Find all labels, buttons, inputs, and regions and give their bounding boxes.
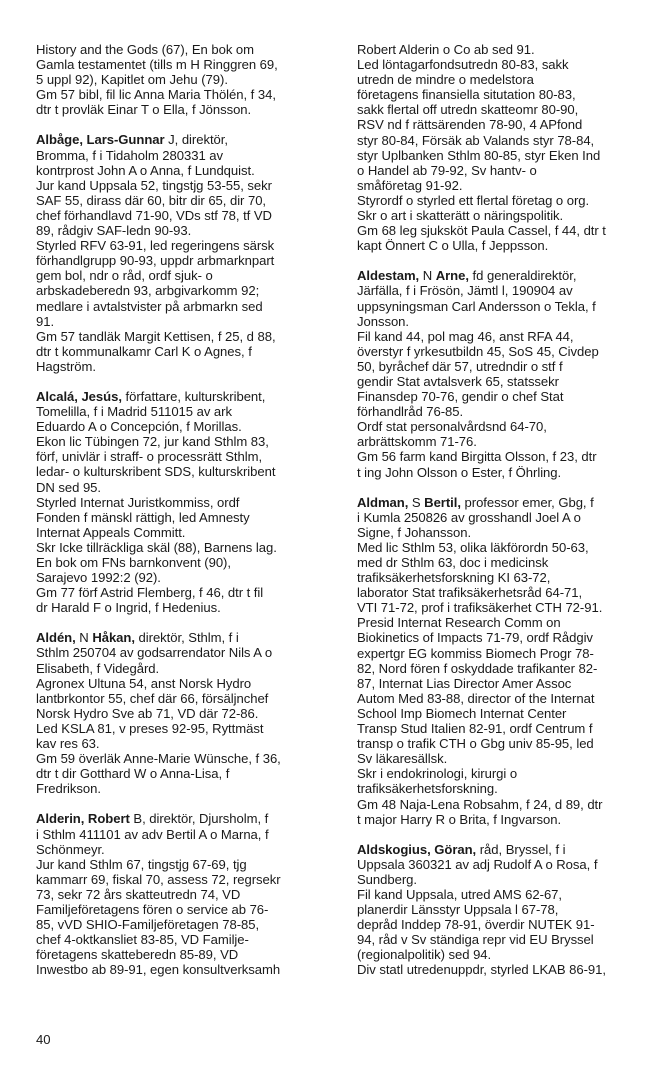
entry-text: t major Harry R o Brita, f Ingvarson.: [357, 811, 562, 827]
entry-line: [357, 344, 653, 359]
entry-text: Gm 48 Naja-Lena Robsahm, f 24, d 89, dtr: [357, 796, 603, 812]
entry-headword: Aldskogius, Göran,: [357, 841, 477, 857]
entry-text: kapt Önnert C o Ulla, f Jeppsson.: [357, 238, 549, 254]
entry-text: School Imp Biomech Internat Center: [357, 705, 567, 721]
entry-line: [36, 163, 332, 178]
entry-line: [36, 434, 332, 449]
entry-text: Järfälla, f i Frösön, Jämtl l, 190904 av: [357, 283, 573, 299]
entry-line: [357, 812, 653, 827]
entry-line: [357, 117, 653, 132]
entry-text: chef förhandlavd 71-90, VDs stf 78, tf VD: [36, 207, 272, 223]
entry-headword: Bertil,: [424, 494, 461, 510]
entry-text: i Sthlm 411101 av adv Bertil A o Marna, f: [36, 826, 269, 842]
entry-line: [357, 615, 653, 630]
entry-line: [357, 570, 653, 585]
entry-text: Transp Stud Italien 82-91, ordf Centrum f: [357, 721, 593, 737]
entry-line: [357, 178, 653, 193]
entry-line: [357, 751, 653, 766]
entry-line: [36, 525, 332, 540]
entry-text: Med lic Sthlm 53, olika läkförordn 50-63,: [357, 539, 589, 555]
entry-text: kammarr 69, fiskal 70, assess 72, regrsekr: [36, 871, 281, 887]
entry-line: [357, 630, 653, 645]
entry-line: [36, 917, 332, 932]
entry-text: DN sed 95.: [36, 479, 102, 495]
entry-text: Ordf stat personalvårdsnd 64-70,: [357, 419, 547, 435]
entry-text: Skr i endokrinologi, kirurgi o: [357, 766, 518, 782]
entry-line: [36, 962, 332, 977]
entry-text: utredn de mindre o medelstora: [357, 72, 534, 88]
entry-text: chef 4-oktkansliet 83-85, VD Familje-: [36, 932, 249, 948]
biography-entry: [357, 268, 653, 479]
entry-text: Skr o art i skatterätt o näringspolitik.: [357, 208, 564, 224]
entry-line: [357, 721, 653, 736]
entry-line: [357, 283, 653, 298]
entry-text: gem bol, ndr o råd, ordf sjuk- o: [36, 268, 213, 284]
entry-text: t ing John Olsson o Ester, f Öhrling.: [357, 464, 562, 480]
entry-text: Sarajevo 1992:2 (92).: [36, 570, 161, 586]
biography-entry: [36, 132, 332, 374]
entry-line: [36, 645, 332, 660]
entry-line: [36, 42, 332, 57]
entry-text: Familjeföretagens fören o service ab 76-: [36, 901, 269, 917]
biography-entry: [357, 495, 653, 827]
entry-line: [357, 495, 653, 510]
entry-text: Robert Alderin o Co ab sed 91.: [357, 42, 535, 57]
entry-line: [357, 887, 653, 902]
entry-text: RSV nd f rättsärenden 78-90, 4 APfond: [357, 117, 583, 133]
entry-line: [36, 540, 332, 555]
entry-line: [357, 947, 653, 962]
entry-line: [36, 419, 332, 434]
entry-line: [357, 57, 653, 72]
entry-line: [357, 902, 653, 917]
entry-line: [36, 555, 332, 570]
entry-line: [36, 887, 332, 902]
entry-text: dtr t kommunalkamr Carl K o Agnes, f: [36, 343, 252, 359]
entry-line: [36, 766, 332, 781]
entry-text: styr Uplbanken Sthlm 80-85, styr Eken Ind: [357, 147, 601, 163]
entry-text: N: [75, 630, 93, 646]
entry-line: [357, 540, 653, 555]
biography-entry: [36, 389, 332, 615]
entry-line: [357, 72, 653, 87]
entry-line: [357, 193, 653, 208]
entry-text: Hagström.: [36, 358, 96, 374]
entry-text: expertgr EG kommiss Biomech Progr 78-: [357, 645, 594, 661]
entry-text: företagens finansiella situtation 80-83,: [357, 87, 576, 103]
entry-line: [36, 344, 332, 359]
entry-text: planerdir Länsstyr Uppsala l 67-78,: [357, 902, 559, 918]
entry-line: [36, 223, 332, 238]
entry-text: Skr Icke tillräckliga skäl (88), Barnens lag.: [36, 539, 277, 555]
entry-line: [357, 857, 653, 872]
entry-text: transp o trafik CTH o Gbg univ 85-95, led: [357, 736, 594, 752]
entry-line: [36, 148, 332, 163]
entry-line: [357, 691, 653, 706]
entry-text: Schönmeyr.: [36, 841, 105, 857]
entry-text: Styrled RFV 63-91, led regeringens särsk: [36, 238, 275, 254]
entry-text: ledar- o kulturskribent SDS, kulturskribent: [36, 464, 276, 480]
entry-text: överstyr f yrkesutbildn 45, SoS 45, Civdep: [357, 343, 599, 359]
entry-line: [36, 857, 332, 872]
entry-text: Sundberg.: [357, 871, 417, 887]
entry-text: i Kumla 250826 av grosshandl Joel A o: [357, 509, 581, 525]
entry-text: Gamla testamentet (tills m H Ringgren 69,: [36, 57, 278, 73]
entry-text: småföretag 91-92.: [357, 177, 463, 193]
entry-text: N: [419, 268, 436, 284]
entry-line: [357, 314, 653, 329]
entry-line: [357, 238, 653, 253]
entry-text: arbrättskomm 71-76.: [357, 434, 477, 450]
entry-line: [36, 132, 332, 147]
entry-text: laborator Stat trafiksäkerhetsråd 64-71,: [357, 585, 583, 601]
biography-entry: [357, 842, 653, 978]
entry-text: Fredrikson.: [36, 781, 101, 797]
entry-text: Jur kand Sthlm 67, tingstjg 67-69, tjg: [36, 856, 247, 872]
entry-line: [36, 585, 332, 600]
entry-text: 94, råd v Sv ständiga repr vid EU Bryssel: [357, 932, 594, 948]
entry-text: Agronex Ultuna 54, anst Norsk Hydro: [36, 675, 252, 691]
entry-text: Eduardo A o Concepción, f Morillas.: [36, 419, 242, 435]
entry-text: Internat Appeals Committ.: [36, 524, 186, 540]
entry-line: [36, 87, 332, 102]
entry-headword: Aldman,: [357, 494, 409, 510]
entry-text: förhandlråd 76-85.: [357, 404, 464, 420]
entry-line: [36, 389, 332, 404]
entry-line: [357, 223, 653, 238]
entry-line: [36, 283, 332, 298]
entry-line: [357, 676, 653, 691]
entry-text: Fonden f mänskl rättigh, led Amnesty: [36, 509, 250, 525]
entry-text: råd, Bryssel, f i: [476, 841, 566, 857]
entry-text: Tomelilla, f i Madrid 511015 av ark: [36, 404, 232, 420]
entry-line: [36, 253, 332, 268]
entry-text: dtr t dir Gotthard W o Anna-Lisa, f: [36, 766, 230, 782]
entry-text: styr 80-84, Försäk ab Valands styr 78-84,: [357, 132, 595, 148]
entry-text: trafiksäkerhetsforskning.: [357, 781, 498, 797]
entry-line: [36, 238, 332, 253]
entry-text: Presid Internat Research Comm on: [357, 615, 561, 631]
entry-line: [357, 736, 653, 751]
entry-line: [36, 751, 332, 766]
entry-line: [36, 781, 332, 796]
entry-text: Gm 77 förf Astrid Flemberg, f 46, dtr t fil: [36, 585, 264, 601]
entry-text: förf, univlär i straff- o processrätt Sthlm,: [36, 449, 263, 465]
entry-line: [357, 555, 653, 570]
entry-headword: Aldestam,: [357, 268, 420, 284]
entry-line: [36, 268, 332, 283]
entry-line: [36, 630, 332, 645]
entry-line: [357, 962, 653, 977]
entry-line: [36, 827, 332, 842]
entry-text: författare, kulturskribent,: [121, 388, 266, 404]
entry-line: [357, 148, 653, 163]
entry-line: [36, 208, 332, 223]
entry-line: [36, 495, 332, 510]
entry-text: S: [408, 494, 425, 510]
entry-text: Fil kand Uppsala, utred AMS 62-67,: [357, 886, 562, 902]
biography-entry: [36, 42, 332, 117]
entry-line: [357, 268, 653, 283]
entry-line: [36, 299, 332, 314]
entry-text: Sthlm 250704 av godsarrendator Nils A o: [36, 645, 273, 661]
entry-text: dr Harald F o Ingrid, f Hedenius.: [36, 600, 221, 616]
entry-text: 85, vVD SHIO-Familjeföretagen 78-85,: [36, 917, 260, 933]
entry-line: [357, 434, 653, 449]
entry-line: [36, 706, 332, 721]
entry-text: fd generaldirektör,: [468, 268, 577, 284]
entry-line: [36, 178, 332, 193]
entry-line: [36, 932, 332, 947]
entry-text: Uppsala 360321 av adj Rudolf A o Rosa, f: [357, 856, 598, 872]
entry-text: 89, rådgiv SAF-ledn 90-93.: [36, 223, 192, 239]
entry-line: [36, 570, 332, 585]
page-number: 40: [36, 1032, 51, 1047]
entry-text: depråd Inddep 78-91, överdir NUTEK 91-: [357, 917, 595, 933]
entry-text: Autom Med 83-88, director of the Internat: [357, 690, 595, 706]
entry-headword: Alcalá, Jesús,: [36, 388, 122, 404]
entry-line: [357, 661, 653, 676]
entry-line: [36, 872, 332, 887]
entry-line: [357, 842, 653, 857]
entry-text: VTI 71-72, prof i trafiksäkerhet CTH 72-91.: [357, 600, 603, 616]
entry-line: [357, 163, 653, 178]
entry-headword: Albåge, Lars-Gunnar: [36, 132, 165, 148]
entry-line: [36, 314, 332, 329]
entry-text: Ekon lic Tübingen 72, jur kand Sthlm 83,: [36, 434, 269, 450]
entry-line: [357, 329, 653, 344]
entry-text: Styrordf o styrled ett flertal företag o org.: [357, 192, 590, 208]
entry-line: [357, 449, 653, 464]
entry-line: [357, 766, 653, 781]
entry-text: trafiksäkerhetsforskning KI 63-72,: [357, 570, 551, 586]
entry-headword: Arne,: [435, 268, 469, 284]
entry-text: 5 uppl 92), Kapitlet om Jehu (79).: [36, 72, 228, 88]
entry-text: förhandlgrupp 90-93, uppdr arbmarknpart: [36, 253, 275, 269]
entry-text: Gm 68 leg sjuksköt Paula Cassel, f 44, dtr t: [357, 223, 606, 239]
entry-text: Norsk Hydro Sve ab 71, VD där 72-86.: [36, 705, 259, 721]
entry-headword: Aldén,: [36, 630, 76, 646]
entry-text: gendir Stat avtalsverk 65, statssekr: [357, 373, 559, 389]
entry-line: [357, 781, 653, 796]
entry-line: [36, 404, 332, 419]
entry-text: arbskadeberedn 93, arbgivarkomm 92;: [36, 283, 260, 299]
entry-line: [357, 404, 653, 419]
entry-line: [36, 510, 332, 525]
entry-headword: Håkan,: [92, 630, 135, 646]
entry-text: Div statl utredenuppdr, styrled LKAB 86-91,: [357, 962, 606, 978]
entry-line: [357, 465, 653, 480]
entry-text: Led KSLA 81, v preses 92-95, Ryttmäst: [36, 720, 264, 736]
entry-text: Biokinetics of Impacts 71-79, ordf Rådgiv: [357, 630, 593, 646]
entry-text: Fil kand 44, pol mag 46, anst RFA 44,: [357, 328, 574, 344]
entry-line: [357, 932, 653, 947]
entry-line: [36, 661, 332, 676]
entry-text: Inwestbo ab 89-91, egen konsultverksamh: [36, 962, 281, 978]
entry-text: 50, byråchef där 57, utredndir o stf f: [357, 358, 563, 374]
entry-line: [357, 299, 653, 314]
entry-line: [36, 721, 332, 736]
entry-line: [36, 72, 332, 87]
entry-text: Gm 59 överläk Anne-Marie Wünsche, f 36,: [36, 751, 281, 767]
entry-text: professor emer, Gbg, f: [460, 494, 594, 510]
entry-text: B, direktör, Djursholm, f: [129, 811, 269, 827]
entry-line: [357, 374, 653, 389]
entry-line: [36, 480, 332, 495]
entry-text: Styrled Internat Juristkommiss, ordf: [36, 494, 240, 510]
entry-text: företagens skatteberedn 85-89, VD: [36, 947, 239, 963]
entry-text: o Handel ab 79-92, Sv hantv- o: [357, 162, 537, 178]
entry-text: Gm 56 farm kand Birgitta Olsson, f 23, dtr: [357, 449, 597, 465]
entry-text: 82, Nord fören f oskyddade trafikanter 82-: [357, 660, 598, 676]
entry-line: [36, 359, 332, 374]
biography-entry: [36, 630, 332, 796]
entry-text: SAF 55, dirass där 60, bitr dir 65, dir 70,: [36, 192, 267, 208]
entry-line: [357, 419, 653, 434]
entry-text: med dr Sthlm 63, doc i medicinsk: [357, 555, 549, 570]
entry-text: Bromma, f i Tidaholm 280331 av: [36, 147, 223, 163]
entry-line: [357, 585, 653, 600]
entry-line: [357, 525, 653, 540]
entry-text: Led löntagarfondsutredn 80-83, sakk: [357, 57, 569, 73]
entry-text: Elisabeth, f Videgård.: [36, 660, 160, 676]
entry-text: Jur kand Uppsala 52, tingstjg 53-55, sekr: [36, 177, 272, 193]
entry-text: Sv läkaresällsk.: [357, 751, 448, 767]
entry-text: Gm 57 tandläk Margit Kettisen, f 25, d 88,: [36, 328, 276, 344]
right-column: [357, 42, 653, 993]
entry-text: Signe, f Johansson.: [357, 524, 472, 540]
entry-text: 91.: [36, 313, 55, 329]
entry-text: 87, Internat Lias Director Amer Assoc: [357, 675, 572, 691]
entry-line: [357, 917, 653, 932]
biography-entry: [357, 42, 653, 253]
entry-text: J, direktör,: [164, 132, 228, 148]
entry-line: [36, 947, 332, 962]
entry-line: [357, 42, 653, 57]
entry-text: kontrprost John A o Anna, f Lundquist.: [36, 162, 255, 178]
entry-line: [36, 676, 332, 691]
left-column: [36, 42, 332, 992]
entry-line: [36, 842, 332, 857]
entry-text: medlare i avtalstvister på arbmarkn sed: [36, 298, 263, 314]
entry-line: [36, 600, 332, 615]
entry-line: [357, 600, 653, 615]
entry-headword: Alderin, Robert: [36, 811, 130, 827]
entry-line: [36, 736, 332, 751]
entry-line: [36, 811, 332, 826]
entry-text: direktör, Sthlm, f i: [134, 630, 239, 646]
entry-text: Jonsson.: [357, 313, 410, 329]
entry-line: [36, 449, 332, 464]
entry-text: sakk flertal off utredn skatteomr 80-90,: [357, 102, 579, 118]
entry-text: uppsyningsman Carl Andersson o Tekla, f: [357, 298, 596, 314]
entry-line: [36, 464, 332, 479]
biography-entry: [36, 811, 332, 977]
entry-line: [357, 208, 653, 223]
entry-text: lantbrkontor 55, chef där 66, försäljnchef: [36, 690, 269, 706]
entry-line: [357, 133, 653, 148]
entry-text: (regionalpolitik) sed 94.: [357, 947, 492, 963]
entry-line: [357, 797, 653, 812]
entry-line: [357, 872, 653, 887]
entry-line: [36, 329, 332, 344]
entry-line: [357, 102, 653, 117]
entry-text: 73, sekr 72 års skatteutredn 74, VD: [36, 886, 241, 902]
entry-line: [357, 87, 653, 102]
entry-line: [36, 193, 332, 208]
entry-text: dtr t provläk Einar T o Ella, f Jönsson.: [36, 102, 252, 118]
entry-text: History and the Gods (67), En bok om: [36, 42, 254, 57]
entry-line: [357, 359, 653, 374]
entry-line: [36, 57, 332, 72]
entry-line: [357, 389, 653, 404]
entry-line: [357, 510, 653, 525]
entry-line: [36, 691, 332, 706]
entry-line: [357, 646, 653, 661]
entry-text: Gm 57 bibl, fil lic Anna Maria Thölén, f 34,: [36, 87, 276, 103]
entry-text: En bok om FNs barnkonvent (90),: [36, 555, 231, 570]
entry-text: Finansdep 70-76, gendir o chef Stat: [357, 389, 564, 405]
entry-text: kav res 63.: [36, 736, 100, 752]
entry-line: [36, 102, 332, 117]
entry-line: [36, 902, 332, 917]
entry-line: [357, 706, 653, 721]
